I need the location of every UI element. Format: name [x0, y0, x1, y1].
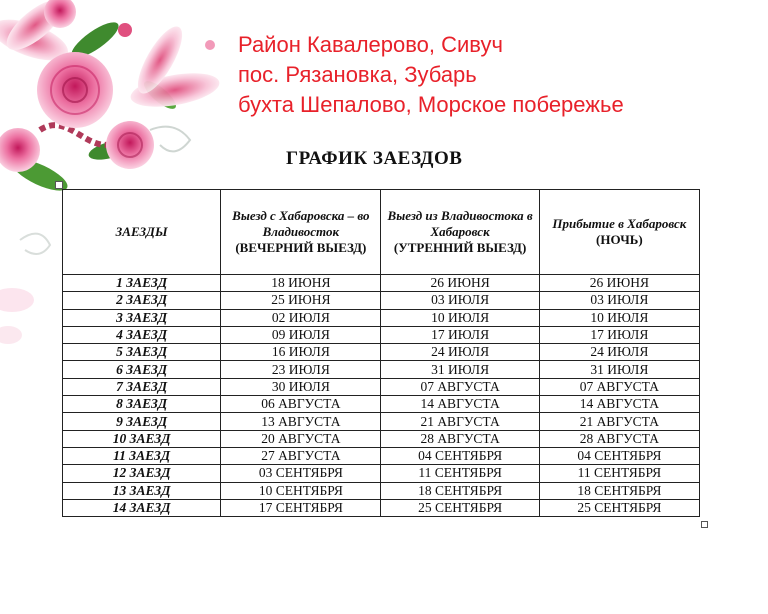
header-block — [238, 30, 624, 120]
arrival-number-cell: 4 ЗАЕЗД — [63, 326, 221, 343]
arrival-number-cell: 5 ЗАЕЗД — [63, 344, 221, 361]
departure-vladivostok-cell: 10 ИЮЛЯ — [381, 309, 539, 326]
header-line-1: Район Кавалерово, Сивуч — [238, 32, 503, 57]
departure-vladivostok-cell: 17 ИЮЛЯ — [381, 326, 539, 343]
arrival-number-cell: 14 ЗАЕЗД — [63, 499, 221, 516]
arrival-khabarovsk-cell: 10 ИЮЛЯ — [539, 309, 699, 326]
arrival-khabarovsk-cell: 26 ИЮНЯ — [539, 275, 699, 292]
departure-khabarovsk-cell: 09 ИЮЛЯ — [221, 326, 381, 343]
table-row — [63, 292, 700, 309]
arrival-khabarovsk-cell: 21 АВГУСТА — [539, 413, 699, 430]
departure-khabarovsk-cell: 20 АВГУСТА — [221, 430, 381, 447]
arrival-khabarovsk-cell: 31 ИЮЛЯ — [539, 361, 699, 378]
table-row — [63, 465, 700, 482]
header-departure-vladivostok — [381, 190, 539, 275]
departure-khabarovsk-cell: 23 ИЮЛЯ — [221, 361, 381, 378]
departure-vladivostok-cell: 04 СЕНТЯБРЯ — [381, 447, 539, 464]
table-row — [63, 275, 700, 292]
table-row — [63, 447, 700, 464]
departure-vladivostok-cell: 31 ИЮЛЯ — [381, 361, 539, 378]
header-departure-vladivostok-label: Выезд из Владивостока в Хабаровск — [387, 208, 533, 239]
departure-vladivostok-cell: 24 ИЮЛЯ — [381, 344, 539, 361]
departure-khabarovsk-cell: 16 ИЮЛЯ — [221, 344, 381, 361]
departure-vladivostok-cell: 14 АВГУСТА — [381, 396, 539, 413]
table-row — [63, 326, 700, 343]
header-arrivals-label: ЗАЕЗДЫ — [115, 224, 168, 239]
header-line-2: пос. Рязановка, Зубарь — [238, 62, 477, 87]
header-line-3: бухта Шепалово, Морское побережье — [238, 92, 624, 117]
arrival-khabarovsk-cell: 04 СЕНТЯБРЯ — [539, 447, 699, 464]
departure-vladivostok-cell: 21 АВГУСТА — [381, 413, 539, 430]
header-departure-khabarovsk — [221, 190, 381, 275]
table-row — [63, 361, 700, 378]
arrival-number-cell: 6 ЗАЕЗД — [63, 361, 221, 378]
header-departure-vladivostok-note: (УТРЕННИЙ ВЫЕЗД) — [393, 240, 527, 255]
header-departure-khabarovsk-label: Выезд с Хабаровска – во Владивосток — [232, 208, 370, 239]
arrival-khabarovsk-cell: 03 ИЮЛЯ — [539, 292, 699, 309]
departure-vladivostok-cell: 18 СЕНТЯБРЯ — [381, 482, 539, 499]
table-move-handle[interactable] — [55, 181, 63, 189]
header-departure-khabarovsk-note: (ВЕЧЕРНИЙ ВЫЕЗД) — [235, 240, 367, 255]
departure-vladivostok-cell: 28 АВГУСТА — [381, 430, 539, 447]
arrival-number-cell: 7 ЗАЕЗД — [63, 378, 221, 395]
departure-khabarovsk-cell: 17 СЕНТЯБРЯ — [221, 499, 381, 516]
departure-khabarovsk-cell: 02 ИЮЛЯ — [221, 309, 381, 326]
table-resize-handle[interactable] — [701, 521, 708, 528]
arrival-number-cell: 2 ЗАЕЗД — [63, 292, 221, 309]
departure-khabarovsk-cell: 06 АВГУСТА — [221, 396, 381, 413]
schedule-table — [62, 189, 700, 517]
header-arrivals — [63, 190, 221, 275]
table-row — [63, 430, 700, 447]
departure-vladivostok-cell: 26 ИЮНЯ — [381, 275, 539, 292]
arrival-khabarovsk-cell: 28 АВГУСТА — [539, 430, 699, 447]
arrival-number-cell: 10 ЗАЕЗД — [63, 430, 221, 447]
departure-khabarovsk-cell: 13 АВГУСТА — [221, 413, 381, 430]
page-title: ГРАФИК ЗАЕЗДОВ — [286, 148, 463, 169]
arrival-number-cell: 8 ЗАЕЗД — [63, 396, 221, 413]
arrival-khabarovsk-cell: 18 СЕНТЯБРЯ — [539, 482, 699, 499]
departure-khabarovsk-cell: 30 ИЮЛЯ — [221, 378, 381, 395]
arrival-khabarovsk-cell: 17 ИЮЛЯ — [539, 326, 699, 343]
table-row — [63, 344, 700, 361]
arrival-khabarovsk-cell: 11 СЕНТЯБРЯ — [539, 465, 699, 482]
arrival-khabarovsk-cell: 25 СЕНТЯБРЯ — [539, 499, 699, 516]
table-row — [63, 309, 700, 326]
departure-vladivostok-cell: 25 СЕНТЯБРЯ — [381, 499, 539, 516]
departure-vladivostok-cell: 07 АВГУСТА — [381, 378, 539, 395]
departure-khabarovsk-cell: 18 ИЮНЯ — [221, 275, 381, 292]
departure-khabarovsk-cell: 27 АВГУСТА — [221, 447, 381, 464]
header-arrival-khabarovsk-note: (НОЧЬ) — [596, 232, 643, 247]
arrival-number-cell: 1 ЗАЕЗД — [63, 275, 221, 292]
arrival-number-cell: 11 ЗАЕЗД — [63, 447, 221, 464]
table-row — [63, 413, 700, 430]
arrival-khabarovsk-cell: 14 АВГУСТА — [539, 396, 699, 413]
table-header-row — [63, 190, 700, 275]
arrival-number-cell: 12 ЗАЕЗД — [63, 465, 221, 482]
table-row — [63, 378, 700, 395]
table-row — [63, 396, 700, 413]
header-arrival-khabarovsk — [539, 190, 699, 275]
arrival-khabarovsk-cell: 07 АВГУСТА — [539, 378, 699, 395]
table-row — [63, 499, 700, 516]
arrival-khabarovsk-cell: 24 ИЮЛЯ — [539, 344, 699, 361]
arrival-number-cell: 9 ЗАЕЗД — [63, 413, 221, 430]
table-row — [63, 482, 700, 499]
arrival-number-cell: 3 ЗАЕЗД — [63, 309, 221, 326]
departure-khabarovsk-cell: 10 СЕНТЯБРЯ — [221, 482, 381, 499]
header-arrival-khabarovsk-label: Прибытие в Хабаровск — [552, 216, 687, 231]
departure-khabarovsk-cell: 25 ИЮНЯ — [221, 292, 381, 309]
departure-khabarovsk-cell: 03 СЕНТЯБРЯ — [221, 465, 381, 482]
arrival-number-cell: 13 ЗАЕЗД — [63, 482, 221, 499]
departure-vladivostok-cell: 11 СЕНТЯБРЯ — [381, 465, 539, 482]
departure-vladivostok-cell: 03 ИЮЛЯ — [381, 292, 539, 309]
